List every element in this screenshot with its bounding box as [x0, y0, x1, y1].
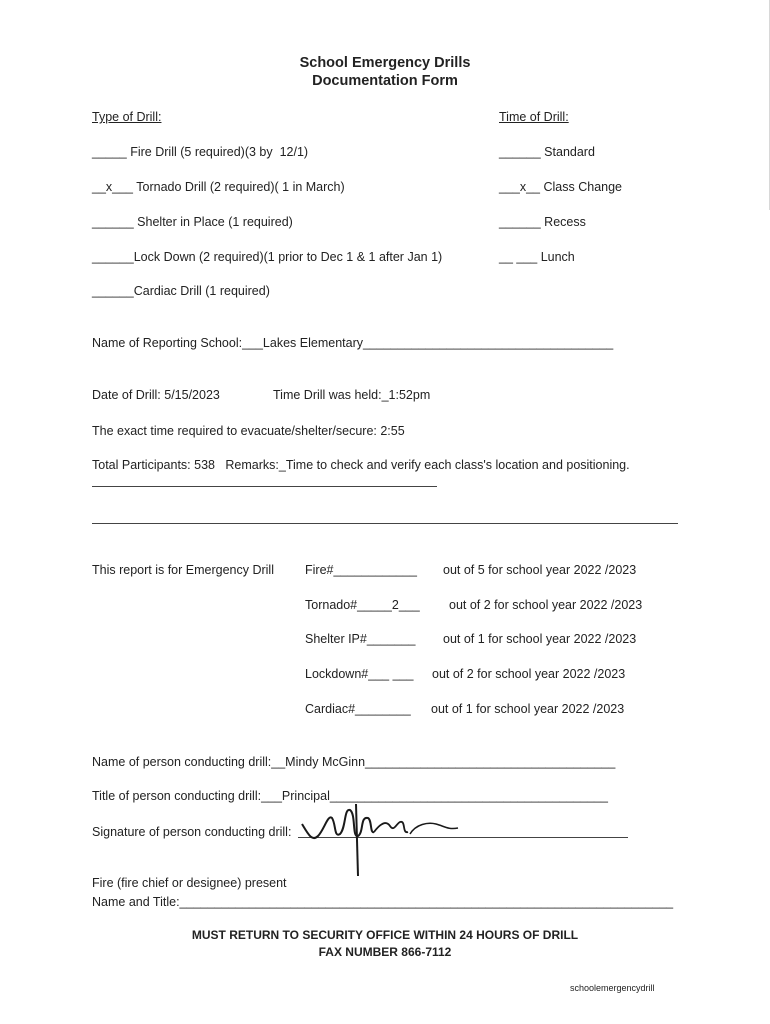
remarks-underline-1 [92, 486, 437, 487]
form-title-line2: Documentation Form [312, 73, 458, 89]
fire-chief-name-title: Name and Title:_______________________________________________________________________ [92, 895, 674, 909]
count-cardiac: Cardiac#________ [305, 702, 411, 716]
drill-time-lunch: __ ___ Lunch [499, 250, 575, 264]
date-of-drill: Date of Drill: 5/15/2023 [92, 388, 220, 402]
handwritten-signature [298, 794, 478, 884]
drill-type-cardiac: ______Cardiac Drill (1 required) [92, 284, 270, 298]
time-drill-held: Time Drill was held:_1:52pm [273, 388, 431, 402]
count-tornado: Tornado#_____2___ [305, 598, 420, 612]
count-fire-out-of: out of 5 for school year 2022 /2023 [443, 563, 637, 577]
signature-label: Signature of person conducting drill: [92, 825, 292, 839]
drill-time-standard: ______ Standard [499, 145, 595, 159]
drill-type-lockdown: ______Lock Down (2 required)(1 prior to Dec 1 & 1 after Jan 1) [92, 250, 443, 264]
count-lockdown: Lockdown#___ ___ [305, 667, 414, 681]
count-cardiac-out-of: out of 1 for school year 2022 /2023 [431, 702, 625, 716]
type-of-drill-heading: Type of Drill: [92, 110, 162, 124]
form-title-line1: School Emergency Drills [299, 55, 471, 71]
return-instruction: MUST RETURN TO SECURITY OFFICE WITHIN 24 HOURS OF DRILL [191, 928, 579, 942]
count-lockdown-out-of: out of 2 for school year 2022 /2023 [432, 667, 626, 681]
form-code: schoolemergencydrill [570, 983, 655, 993]
drill-type-fire: _____ Fire Drill (5 required)(3 by 12/1) [92, 145, 309, 159]
conducting-person-title: Title of person conducting drill:___Principal________________________________________ [92, 789, 608, 803]
drill-type-tornado: __x___ Tornado Drill (2 required)( 1 in March) [92, 180, 345, 194]
reporting-school-line: Name of Reporting School:___Lakes Elementary____________________________________ [92, 336, 614, 350]
fax-number: FAX NUMBER 866-7112 [318, 945, 452, 959]
count-tornado-out-of: out of 2 for school year 2022 /2023 [449, 598, 643, 612]
count-fire: Fire#____________ [305, 563, 417, 577]
drill-time-class-change: ___x__ Class Change [499, 180, 622, 194]
report-for-label: This report is for Emergency Drill [92, 563, 274, 577]
time-of-drill-heading: Time of Drill: [499, 110, 569, 124]
drill-type-shelter: ______ Shelter in Place (1 required) [92, 215, 293, 229]
participants-remarks-line: Total Participants: 538 Remarks:_Time to check and verify each class's location and positioning. [92, 458, 630, 472]
count-shelter-out-of: out of 1 for school year 2022 /2023 [443, 632, 637, 646]
remarks-underline-2 [92, 523, 678, 524]
drill-time-recess: ______ Recess [499, 215, 586, 229]
conducting-person-name: Name of person conducting drill:__Mindy McGinn____________________________________ [92, 755, 616, 769]
exact-time-line: The exact time required to evacuate/shelter/secure: 2:55 [92, 424, 405, 438]
fire-chief-present-label: Fire (fire chief or designee) present [92, 876, 287, 890]
count-shelter: Shelter IP#_______ [305, 632, 416, 646]
